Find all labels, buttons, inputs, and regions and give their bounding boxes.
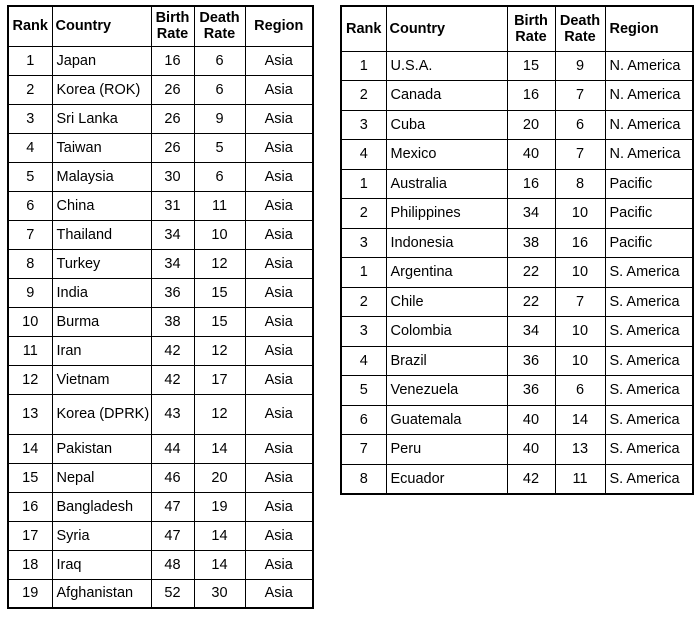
death-rate-cell: 15 (194, 278, 245, 307)
americas-pacific-rows (341, 51, 693, 494)
table-row (8, 492, 313, 521)
country-cell: U.S.A. (386, 51, 507, 81)
table-row (341, 464, 693, 494)
table-row (8, 133, 313, 162)
death-rate-cell: 12 (194, 336, 245, 365)
rank-cell: 4 (341, 346, 386, 376)
table-row (341, 81, 693, 111)
region-cell: S. America (605, 435, 693, 465)
rank-cell: 16 (8, 492, 52, 521)
death-rate-cell: 6 (194, 75, 245, 104)
header-country: Country (52, 6, 151, 46)
country-cell: Taiwan (52, 133, 151, 162)
birth-rate-cell: 34 (507, 199, 555, 229)
death-rate-cell: 10 (555, 258, 605, 288)
header-region: Region (605, 6, 693, 51)
rank-cell: 1 (341, 51, 386, 81)
birth-rate-cell: 52 (151, 579, 194, 608)
rank-cell: 6 (8, 191, 52, 220)
rank-cell: 13 (8, 394, 52, 434)
birth-rate-cell: 16 (151, 46, 194, 75)
death-rate-cell: 11 (555, 464, 605, 494)
region-cell: Pacific (605, 199, 693, 229)
region-cell: Asia (245, 463, 313, 492)
birth-rate-cell: 40 (507, 435, 555, 465)
rank-cell: 2 (341, 199, 386, 229)
birth-rate-cell: 47 (151, 521, 194, 550)
death-rate-cell: 14 (555, 405, 605, 435)
region-cell: Asia (245, 492, 313, 521)
region-cell: Asia (245, 336, 313, 365)
birth-rate-cell: 42 (151, 365, 194, 394)
asia-rows (8, 46, 313, 608)
death-rate-cell: 8 (555, 169, 605, 199)
death-rate-cell: 19 (194, 492, 245, 521)
birth-rate-cell: 26 (151, 104, 194, 133)
table-row (8, 434, 313, 463)
birth-rate-cell: 36 (507, 376, 555, 406)
region-cell: N. America (605, 110, 693, 140)
rank-cell: 9 (8, 278, 52, 307)
rank-cell: 14 (8, 434, 52, 463)
death-rate-cell: 12 (194, 249, 245, 278)
birth-rate-cell: 42 (507, 464, 555, 494)
country-cell: Burma (52, 307, 151, 336)
header-region: Region (245, 6, 313, 46)
header-birth-rate: Birth Rate (151, 6, 194, 46)
birth-rate-cell: 40 (507, 405, 555, 435)
table-row (8, 75, 313, 104)
rank-cell: 3 (8, 104, 52, 133)
death-rate-cell: 6 (194, 162, 245, 191)
region-cell: S. America (605, 376, 693, 406)
death-rate-cell: 10 (555, 199, 605, 229)
header-birth-rate: Birth Rate (507, 6, 555, 51)
rank-cell: 8 (8, 249, 52, 278)
rank-cell: 5 (8, 162, 52, 191)
country-cell: Bangladesh (52, 492, 151, 521)
country-cell: Argentina (386, 258, 507, 288)
region-cell: Asia (245, 434, 313, 463)
table-row (341, 51, 693, 81)
region-cell: Asia (245, 579, 313, 608)
region-cell: N. America (605, 140, 693, 170)
country-cell: Indonesia (386, 228, 507, 258)
birth-rate-cell: 26 (151, 75, 194, 104)
region-cell: Asia (245, 162, 313, 191)
country-cell: Korea (ROK) (52, 75, 151, 104)
table-row (341, 376, 693, 406)
country-cell: Chile (386, 287, 507, 317)
rank-cell: 11 (8, 336, 52, 365)
country-cell: Cuba (386, 110, 507, 140)
region-cell: Asia (245, 249, 313, 278)
birth-rate-cell: 46 (151, 463, 194, 492)
table-row (8, 550, 313, 579)
birth-rate-cell: 44 (151, 434, 194, 463)
table-row (8, 104, 313, 133)
table-row (341, 169, 693, 199)
death-rate-cell: 14 (194, 434, 245, 463)
rank-cell: 18 (8, 550, 52, 579)
header-rank: Rank (8, 6, 52, 46)
rank-cell: 1 (341, 258, 386, 288)
rank-cell: 3 (341, 228, 386, 258)
country-cell: Canada (386, 81, 507, 111)
region-cell: N. America (605, 81, 693, 111)
death-rate-cell: 17 (194, 365, 245, 394)
birth-rate-cell: 30 (151, 162, 194, 191)
country-cell: Australia (386, 169, 507, 199)
death-rate-cell: 15 (194, 307, 245, 336)
table-row (8, 336, 313, 365)
death-rate-cell: 30 (194, 579, 245, 608)
birth-rate-cell: 22 (507, 258, 555, 288)
region-cell: Asia (245, 104, 313, 133)
table-row (8, 278, 313, 307)
country-cell: Korea (DPRK) (52, 394, 151, 434)
header-country: Country (386, 6, 507, 51)
region-cell: Asia (245, 191, 313, 220)
country-cell: Syria (52, 521, 151, 550)
header-row (8, 6, 313, 46)
region-cell: Asia (245, 133, 313, 162)
region-cell: Asia (245, 75, 313, 104)
birth-rate-cell: 47 (151, 492, 194, 521)
country-cell: Colombia (386, 317, 507, 347)
region-cell: Asia (245, 278, 313, 307)
country-cell: Mexico (386, 140, 507, 170)
rank-cell: 4 (341, 140, 386, 170)
birth-rate-cell: 43 (151, 394, 194, 434)
death-rate-cell: 5 (194, 133, 245, 162)
death-rate-cell: 6 (555, 110, 605, 140)
asia-rates-table (7, 5, 314, 609)
country-cell: Peru (386, 435, 507, 465)
table-row (8, 46, 313, 75)
birth-rate-cell: 42 (151, 336, 194, 365)
death-rate-cell: 14 (194, 521, 245, 550)
country-cell: Nepal (52, 463, 151, 492)
region-cell: S. America (605, 464, 693, 494)
table-row (341, 435, 693, 465)
country-cell: Philippines (386, 199, 507, 229)
country-cell: Japan (52, 46, 151, 75)
birth-rate-cell: 16 (507, 81, 555, 111)
country-cell: Sri Lanka (52, 104, 151, 133)
region-cell: Asia (245, 521, 313, 550)
death-rate-cell: 9 (194, 104, 245, 133)
birth-rate-cell: 16 (507, 169, 555, 199)
table-row (341, 317, 693, 347)
death-rate-cell: 16 (555, 228, 605, 258)
death-rate-cell: 10 (194, 220, 245, 249)
death-rate-cell: 7 (555, 287, 605, 317)
birth-rate-cell: 15 (507, 51, 555, 81)
region-cell: S. America (605, 317, 693, 347)
rank-cell: 6 (341, 405, 386, 435)
region-cell: Asia (245, 307, 313, 336)
death-rate-cell: 10 (555, 346, 605, 376)
header-death-rate: Death Rate (555, 6, 605, 51)
rank-cell: 5 (341, 376, 386, 406)
table-row (341, 228, 693, 258)
table-row (8, 463, 313, 492)
death-rate-cell: 7 (555, 81, 605, 111)
birth-rate-cell: 34 (151, 220, 194, 249)
table-row (8, 249, 313, 278)
country-cell: Pakistan (52, 434, 151, 463)
birth-rate-cell: 36 (507, 346, 555, 376)
rank-cell: 7 (8, 220, 52, 249)
region-cell: Asia (245, 365, 313, 394)
birth-rate-cell: 48 (151, 550, 194, 579)
death-rate-cell: 14 (194, 550, 245, 579)
country-cell: Afghanistan (52, 579, 151, 608)
region-cell: S. America (605, 287, 693, 317)
birth-rate-cell: 38 (151, 307, 194, 336)
region-cell: Pacific (605, 228, 693, 258)
rank-cell: 3 (341, 317, 386, 347)
birth-rate-cell: 34 (151, 249, 194, 278)
region-cell: S. America (605, 258, 693, 288)
death-rate-cell: 12 (194, 394, 245, 434)
region-cell: Asia (245, 46, 313, 75)
country-cell: Venezuela (386, 376, 507, 406)
birth-rate-cell: 36 (151, 278, 194, 307)
rank-cell: 12 (8, 365, 52, 394)
death-rate-cell: 13 (555, 435, 605, 465)
table-row (341, 258, 693, 288)
country-cell: Turkey (52, 249, 151, 278)
death-rate-cell: 9 (555, 51, 605, 81)
death-rate-cell: 6 (555, 376, 605, 406)
rank-cell: 1 (341, 169, 386, 199)
table-row (8, 307, 313, 336)
table-row (8, 394, 313, 434)
region-cell: S. America (605, 405, 693, 435)
table-row (341, 110, 693, 140)
birth-rate-cell: 38 (507, 228, 555, 258)
region-cell: Asia (245, 220, 313, 249)
birth-rate-cell: 20 (507, 110, 555, 140)
table-row (8, 521, 313, 550)
rank-cell: 10 (8, 307, 52, 336)
country-cell: Vietnam (52, 365, 151, 394)
birth-rate-cell: 26 (151, 133, 194, 162)
country-cell: Brazil (386, 346, 507, 376)
country-cell: Iraq (52, 550, 151, 579)
country-cell: India (52, 278, 151, 307)
americas-pacific-rates-table (340, 5, 694, 495)
death-rate-cell: 10 (555, 317, 605, 347)
table-row (8, 365, 313, 394)
rank-cell: 15 (8, 463, 52, 492)
table-row (341, 199, 693, 229)
rank-cell: 7 (341, 435, 386, 465)
birth-rate-cell: 31 (151, 191, 194, 220)
rank-cell: 1 (8, 46, 52, 75)
rank-cell: 4 (8, 133, 52, 162)
table-row (8, 220, 313, 249)
rank-cell: 2 (341, 287, 386, 317)
country-cell: Iran (52, 336, 151, 365)
death-rate-cell: 20 (194, 463, 245, 492)
rank-cell: 19 (8, 579, 52, 608)
region-cell: S. America (605, 346, 693, 376)
rank-cell: 2 (8, 75, 52, 104)
region-cell: Pacific (605, 169, 693, 199)
header-rank: Rank (341, 6, 386, 51)
region-cell: N. America (605, 51, 693, 81)
table-row (8, 579, 313, 608)
birth-rate-cell: 22 (507, 287, 555, 317)
country-cell: China (52, 191, 151, 220)
table-row (341, 287, 693, 317)
rank-cell: 17 (8, 521, 52, 550)
birth-rate-cell: 34 (507, 317, 555, 347)
region-cell: Asia (245, 394, 313, 434)
rank-cell: 8 (341, 464, 386, 494)
rank-cell: 2 (341, 81, 386, 111)
birth-rate-cell: 40 (507, 140, 555, 170)
death-rate-cell: 6 (194, 46, 245, 75)
table-row (341, 140, 693, 170)
region-cell: Asia (245, 550, 313, 579)
table-row (341, 346, 693, 376)
death-rate-cell: 11 (194, 191, 245, 220)
country-cell: Thailand (52, 220, 151, 249)
death-rate-cell: 7 (555, 140, 605, 170)
country-cell: Guatemala (386, 405, 507, 435)
header-row (341, 6, 693, 51)
country-cell: Malaysia (52, 162, 151, 191)
rank-cell: 3 (341, 110, 386, 140)
table-row (8, 162, 313, 191)
header-death-rate: Death Rate (194, 6, 245, 46)
table-row (8, 191, 313, 220)
table-row (341, 405, 693, 435)
country-cell: Ecuador (386, 464, 507, 494)
